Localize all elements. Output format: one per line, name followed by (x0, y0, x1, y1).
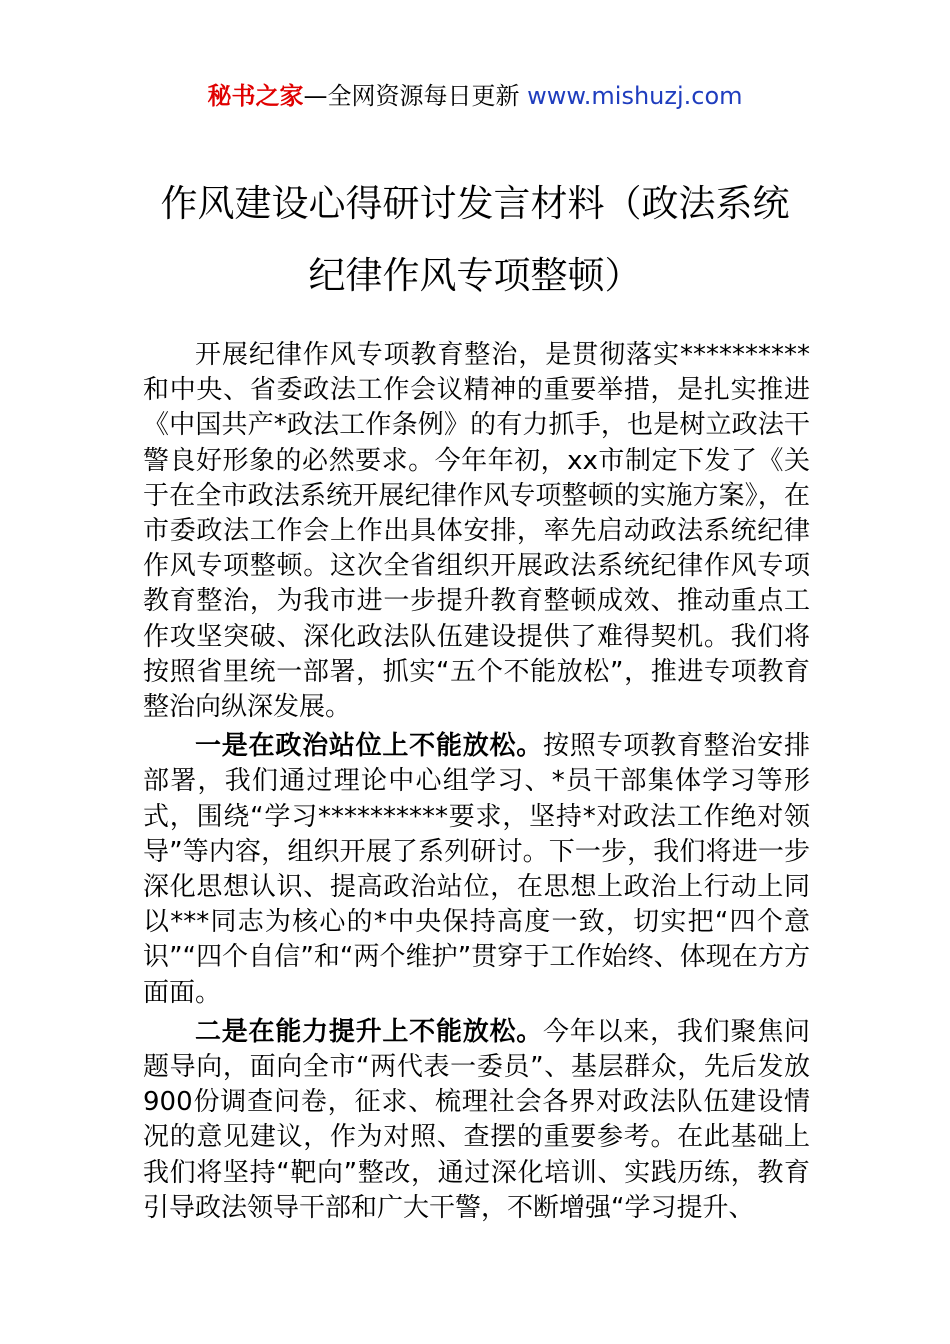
paragraph-lead: 二是在能力提升上不能放松。 (195, 1016, 544, 1047)
document-body (143, 338, 810, 1230)
paragraph-political-stance (143, 729, 810, 1011)
paragraph-text: 开展纪律作风专项教育整治，是贯彻落实**********和中央、省委政法工作会议精神的重要举措，是扎实推进《中国共产*政法工作条例》的有力抓手，也是树立政法干警良好形象的必然要求。今年年初，xx市制定下发了《关于在全市政法系统开展纪律作风专项整顿的实施方案》，在市委政法工作会上作出具体安排，率先启动政法系统纪律作风专项整顿。这次全省组织开展政法系统纪律作风专项教育整治，为我市进一步提升教育整顿成效、推动重点工作攻坚突破、深化政法队伍建设提供了难得契机。我们将按照省里统一部署，抓实“五个不能放松”，推进专项教育整治向纵深发展。 (143, 340, 810, 723)
paragraph-text: 今年以来，我们聚焦问题导向，面向全市“两代表一委员”、基层群众，先后发放900份调查问卷，征求、梳理社会各界对政法队伍建设情况的意见建议，作为对照、查摆的重要参考。在此基础上我们将坚持“靶向”整改，通过深化培训、实践历练，教育引导政法领导干部和广大干警，不断增强“学习提升、 (143, 1016, 810, 1223)
site-url-link[interactable]: www.mishuzj.com (527, 82, 743, 110)
document-title: 作风建设心得研讨发言材料（政法系统纪律作风专项整顿） (160, 182, 790, 297)
paragraph-capability (143, 1015, 810, 1226)
header-tagline: 全网资源每日更新 (327, 82, 520, 110)
header-separator: — (303, 82, 328, 110)
paragraph-intro (143, 338, 810, 725)
paragraph-text: 按照专项教育整治安排部署，我们通过理论中心组学习、*员干部集体学习等形式，围绕“学习**********要求，坚持*对政法工作绝对领导”等内容，组织开展了系列研讨。下一步，我们将进一步深化思想认识、提高政治站位，在思想上政治上行动上同以***同志为核心的*中央保持高度一致，切实把“四个意识”“四个自信”和“两个维护”贯穿于工作始终、体现在方方面面。 (143, 731, 810, 1008)
site-header (0, 80, 950, 112)
paragraph-lead: 一是在政治站位上不能放松。 (195, 731, 544, 762)
brand-name: 秘书之家 (207, 82, 304, 110)
